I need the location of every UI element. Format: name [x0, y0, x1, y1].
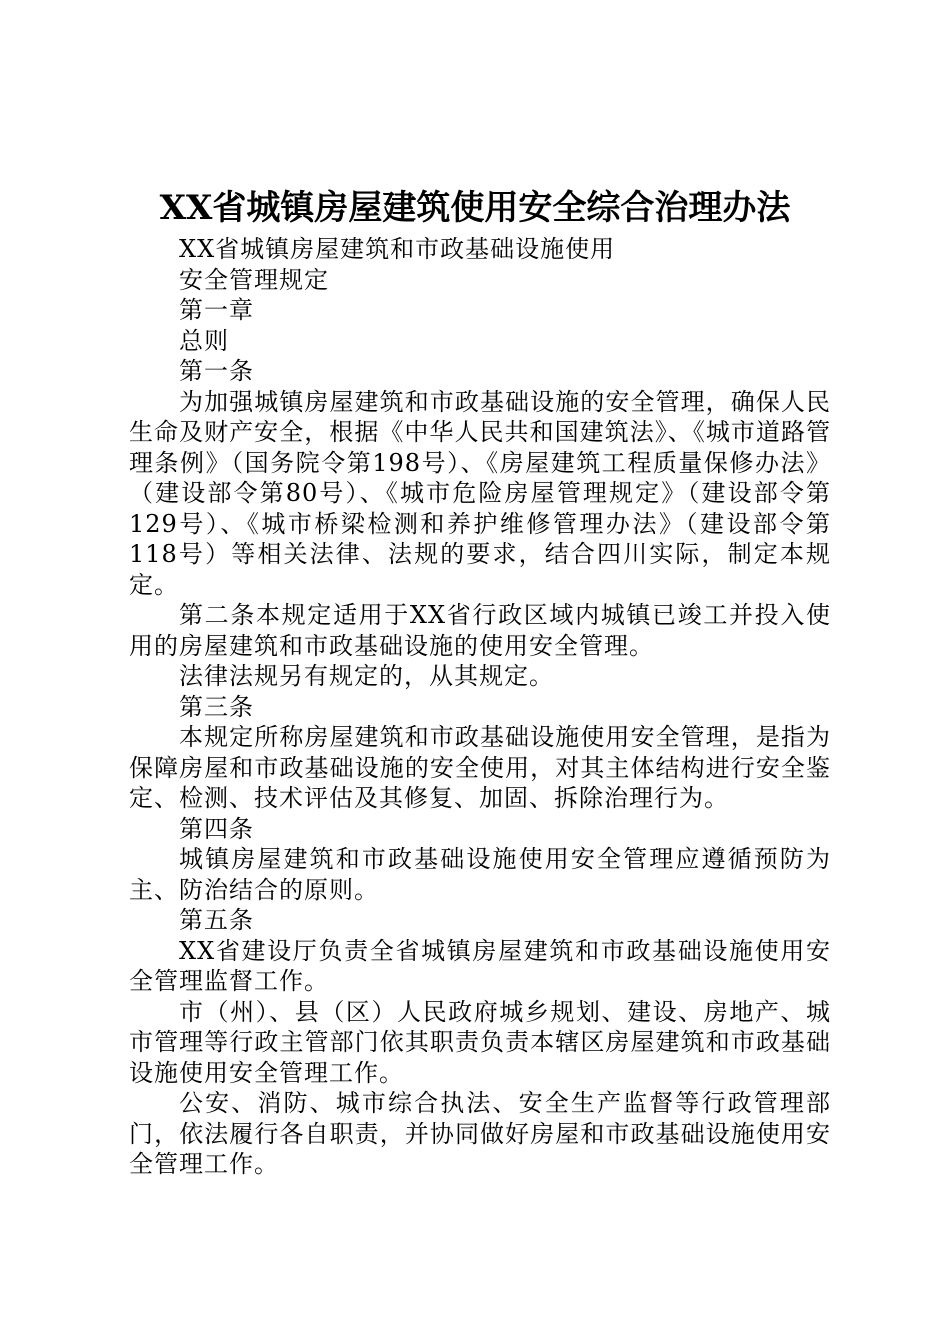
article-3-heading: 第三条: [179, 692, 254, 721]
document-body: [129, 234, 831, 1180]
article-5-paragraph-1: XX省建设厅负责全省城镇房屋建筑和市政基础设施使用安全管理监督工作。: [129, 936, 831, 995]
article-4-body: 城镇房屋建筑和市政基础设施使用安全管理应遵循预防为主、防治结合的原则。: [129, 845, 831, 904]
article-5-paragraph-3: 公安、消防、城市综合执法、安全生产监督等行政管理部门，依法履行各自职责，并协同做好房屋和市政基础设施使用安全管理工作。: [129, 1089, 831, 1178]
article-2-body: 第二条本规定适用于XX省行政区域内城镇已竣工并投入使用的房屋建筑和市政基础设施的使用安全管理。: [129, 601, 831, 660]
article-2-note: 法律法规另有规定的，从其规定。: [179, 662, 554, 690]
article-5-heading: 第五条: [179, 906, 254, 934]
article-1-body: 为加强城镇房屋建筑和市政基础设施的安全管理，确保人民生命及财产安全，根据《中华人民共和国建筑法》、《城市道路管理条例》（国务院令第198号）、《房屋建筑工程质量保修办法》（建设部令第80号）、《城市危险房屋管理规定》（建设部令第129号）、《城市桥梁检测和养护维修管理办法》（建设部令第118号）等相关法律、法规的要求，结合四川实际，制定本规定。: [129, 387, 831, 599]
document-title: XX省城镇房屋建筑使用安全综合治理办法: [159, 188, 791, 228]
chapter-name: 总则: [179, 326, 229, 355]
subtitle-line-2: 安全管理规定: [179, 265, 329, 294]
subtitle-line-1: XX省城镇房屋建筑和市政基础设施使用: [179, 235, 616, 263]
article-1-heading: 第一条: [179, 357, 254, 385]
chapter-heading: 第一章: [179, 296, 254, 324]
article-4-heading: 第四条: [179, 814, 254, 843]
article-5-paragraph-2: 市（州）、县（区）人民政府城乡规划、建设、房地产、城市管理等行政主管部门依其职责负责本辖区房屋建筑和市政基础设施使用安全管理工作。: [129, 997, 831, 1087]
article-3-body: 本规定所称房屋建筑和市政基础设施使用安全管理，是指为保障房屋和市政基础设施的安全使用，对其主体结构进行安全鉴定、检测、技术评估及其修复、加固、拆除治理行为。: [129, 723, 831, 812]
